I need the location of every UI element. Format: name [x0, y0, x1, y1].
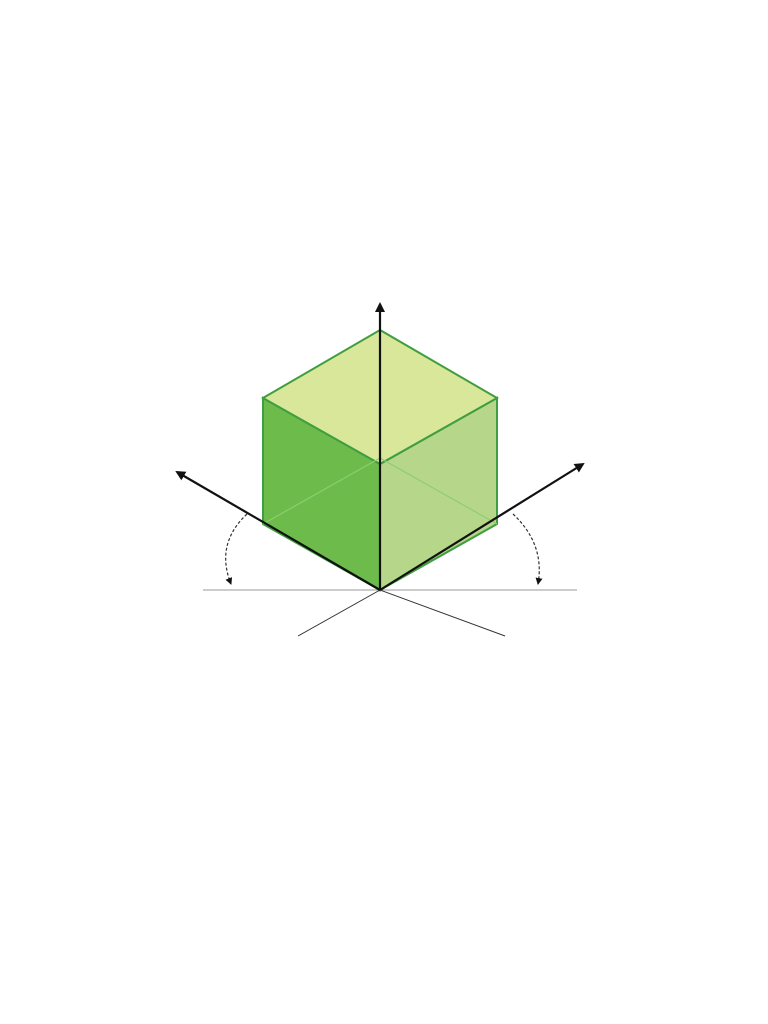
- axis-x-extension: [380, 590, 505, 636]
- angle-arc-right: [513, 514, 539, 584]
- axis-y-extension: [298, 590, 380, 636]
- isometric-axes-diagram: [115, 262, 675, 642]
- angle-arc-left: [226, 514, 247, 584]
